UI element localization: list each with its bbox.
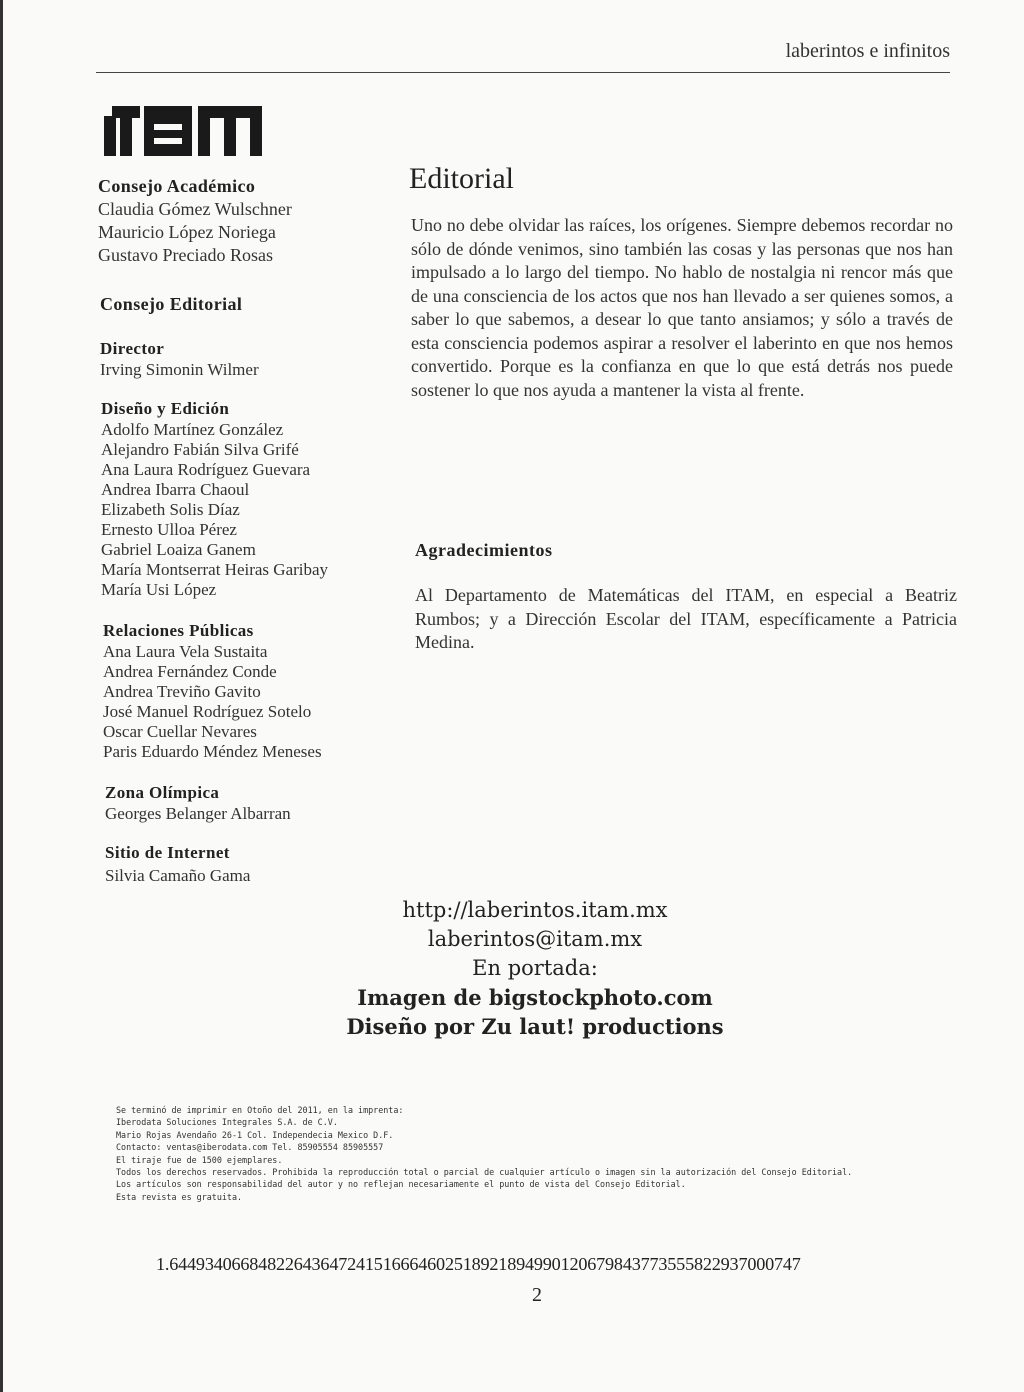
- contact-block: [300, 896, 770, 1041]
- acknowledgements-title: Agradecimientos: [415, 540, 553, 560]
- cover-label: En portada:: [472, 956, 598, 980]
- member-name: Ana Laura Vela Sustaita: [103, 642, 268, 661]
- member-name: Ernesto Ulloa Pérez: [101, 520, 237, 539]
- imprint-line: Mario Rojas Avendaño 26-1 Col. Independecia Mexico D.F.: [116, 1129, 394, 1140]
- member-name: Silvia Camaño Gama: [105, 866, 251, 885]
- contact-email[interactable]: laberintos@itam.mx: [427, 927, 643, 951]
- section-heading: Relaciones Públicas: [103, 621, 254, 640]
- section-heading: Director: [100, 339, 165, 358]
- consejo-academico: [98, 174, 292, 267]
- member-name: Andrea Fernández Conde: [103, 662, 277, 681]
- cover-image-credit: Imagen de bigstockphoto.com: [357, 985, 713, 1010]
- design-credit: Diseño por Zu laut! productions: [346, 1014, 724, 1039]
- member-name: Andrea Treviño Gavito: [103, 682, 261, 701]
- imprint-line: Esta revista es gratuita.: [116, 1191, 243, 1202]
- imprint-notes: [116, 1104, 956, 1203]
- acknowledgements-body: Al Departamento de Matemáticas del ITAM, en especial a Beatriz Rumbos; y a Dirección Escolar del ITAM, específicamente a Patricia Medina.: [415, 585, 957, 652]
- member-name: Oscar Cuellar Nevares: [103, 722, 257, 741]
- imprint-line: Todos los derechos reservados. Prohibida la reproducción total o parcial de cualquier artículo o imagen sin la autorización del Consejo Editorial.: [116, 1167, 853, 1178]
- member-name: Gabriel Loaiza Ganem: [101, 540, 256, 559]
- consejo-editorial: [100, 292, 242, 316]
- imprint-line: El tiraje fue de 1500 ejemplares.: [116, 1154, 283, 1165]
- section-heading: Consejo Editorial: [100, 294, 243, 314]
- member-name: María Montserrat Heiras Garibay: [101, 560, 329, 579]
- member-name: María Usi López: [101, 580, 217, 599]
- website-url[interactable]: http://laberintos.itam.mx: [402, 898, 668, 922]
- itam-logo: [104, 106, 262, 156]
- member-name: Mauricio López Noriega: [98, 222, 276, 242]
- member-name: Ana Laura Rodríguez Guevara: [101, 460, 311, 479]
- editorial-title: Editorial: [409, 162, 514, 195]
- imprint-line: Los artículos son responsabilidad del autor y no reflejan necesariamente el punto de vista del Consejo Editorial.: [116, 1179, 686, 1190]
- imprint-line: Se terminó de imprimir en Otoño del 2011, en la imprenta:: [116, 1105, 404, 1115]
- member-name: Claudia Gómez Wulschner: [98, 199, 292, 219]
- section-heading: Consejo Académico: [98, 176, 256, 196]
- member-name: Andrea Ibarra Chaoul: [101, 480, 250, 499]
- member-name: Georges Belanger Albarran: [105, 804, 291, 823]
- diseno-edicion: [101, 398, 328, 600]
- member-name: José Manuel Rodríguez Sotelo: [103, 702, 312, 721]
- page-number: 2: [532, 1284, 542, 1306]
- zona-olimpica: [105, 782, 291, 824]
- director: [100, 338, 259, 380]
- member-name: Gustavo Preciado Rosas: [98, 245, 273, 265]
- member-name: Irving Simonin Wilmer: [100, 360, 259, 379]
- section-heading: Zona Olímpica: [105, 783, 220, 802]
- sitio-internet: [105, 842, 250, 886]
- section-heading: Sitio de Internet: [105, 843, 230, 862]
- imprint-line: Iberodata Soluciones Integrales S.A. de C.V.: [116, 1117, 338, 1128]
- relaciones-publicas: [103, 620, 322, 762]
- running-header: laberintos e infinitos: [785, 40, 950, 62]
- pi-squared-over-six-digits: 1.6449340668482264364724151666460251892189499012067984377355582293700074​7: [156, 1254, 801, 1274]
- member-name: Paris Eduardo Méndez Meneses: [103, 742, 322, 761]
- editorial-body: Uno no debe olvidar las raíces, los orígenes. Siempre debemos recordar no sólo de dónde venimos, sino también las cosas y las personas que nos han impulsado a lo largo del tiempo. No hablo de nostalgia ni rencor más que de una consciencia de los actos que nos han llevado a ser quienes somos, a saber lo que sabemos, a desear lo que tanto ansiamos; y sólo a través de esta consciencia podemos aspirar a resolver el laberinto en que nos hemos convertido. Porque es la confianza en que lo que está detrás nos puede sostener lo que nos ayuda a mantener la vista al frente.: [411, 215, 953, 400]
- imprint-line: Contacto: ventas@iberodata.com Tel. 85905554 85905557: [116, 1142, 384, 1153]
- page-edge-shadow: [0, 0, 3, 1392]
- member-name: Alejandro Fabián Silva Grifé: [101, 440, 299, 459]
- member-name: Adolfo Martínez González: [101, 420, 284, 439]
- member-name: Elizabeth Solis Díaz: [101, 500, 240, 519]
- header-rule: [96, 72, 950, 73]
- section-heading: Diseño y Edición: [101, 399, 230, 418]
